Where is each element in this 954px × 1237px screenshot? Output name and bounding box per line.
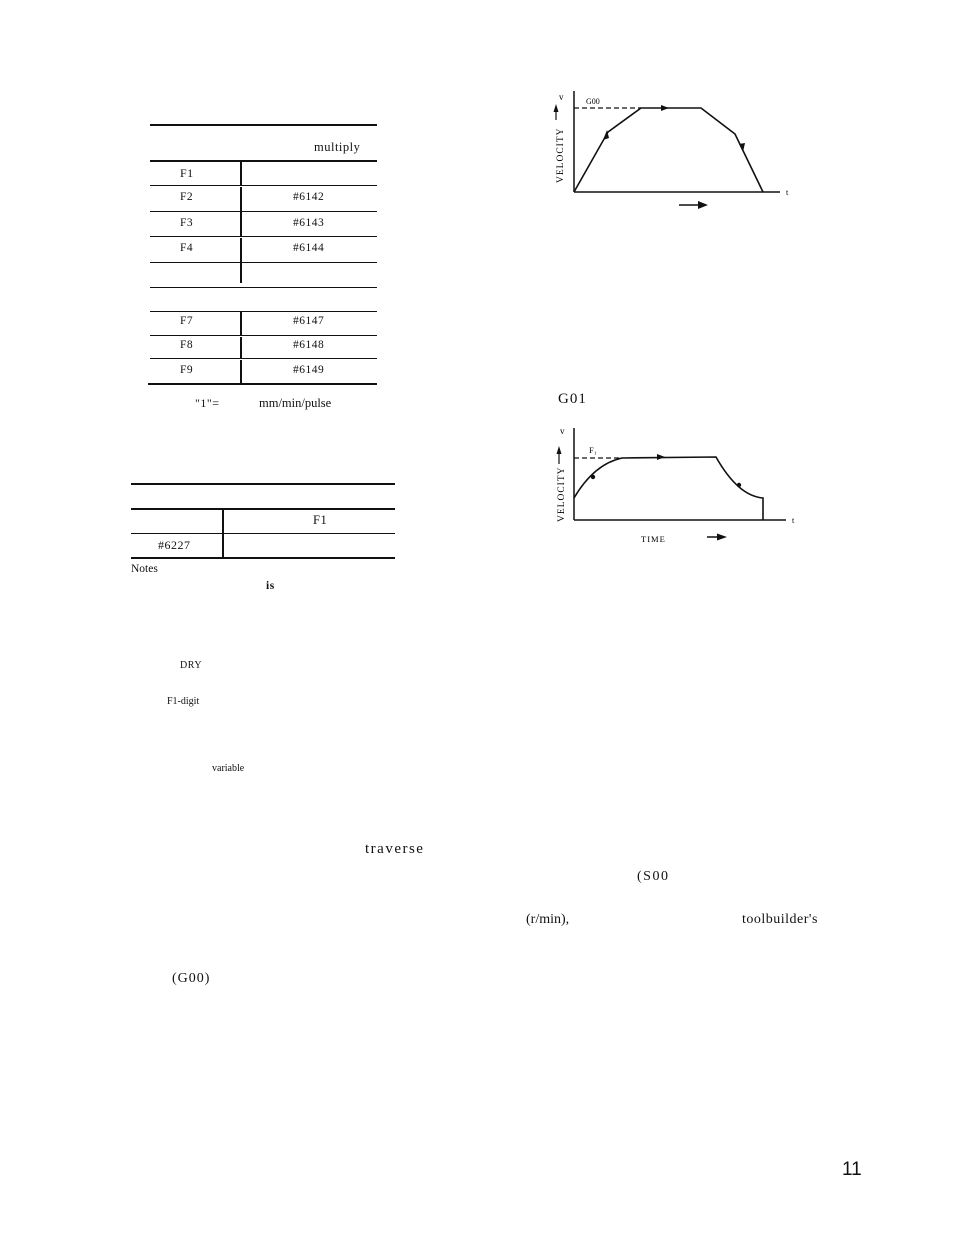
table-divider [240,187,242,211]
right-arrow-icon [717,534,727,541]
v-axis-letter: v [560,426,565,436]
text-variable: variable [212,763,245,774]
table-rule [150,262,377,263]
table-row-value: #6144 [293,242,325,254]
table-divider [240,312,242,336]
page-number: 11 [842,1159,862,1180]
table-rule [150,160,377,162]
table-divider [240,337,242,359]
velocity-axis-label: VELOCITY [557,466,567,522]
text-g00: (G00) [172,971,211,986]
table-row-label: F8 [180,339,194,351]
table-rule [150,335,377,336]
table-row-value: #6147 [293,315,325,327]
table-row-label: F1 [180,166,194,180]
curve-marker [737,483,741,487]
curve-arrow-icon [739,143,745,152]
table-footnote-unit: "1"= [195,396,220,410]
notes-is: is [266,580,275,592]
table-rule [131,508,395,510]
table-row-label: #6227 [158,538,191,552]
velocity-profile [574,457,763,520]
table-rule [150,185,377,186]
f1-label: F₁ [589,445,597,455]
table-rule [131,557,395,559]
table-rule [148,383,377,385]
table-row-value: #6148 [293,339,325,351]
curve-arrow-icon [661,105,669,111]
table-header-multiply: multiply [314,140,361,154]
table-divider [240,360,242,384]
table-row-value: #6143 [293,217,325,229]
text-traverse: traverse [365,841,425,857]
g01-title: G01 [558,391,587,407]
text-toolbuilders: toolbuilder's [742,912,818,927]
table-row-label: F7 [180,315,194,327]
table-divider [240,212,242,236]
table-rule [131,483,395,485]
table-divider [240,263,242,283]
table-rule [131,533,395,534]
text-f1-digit: F1-digit [167,696,200,707]
curve-marker [591,475,595,479]
table-row-label: F4 [180,242,194,254]
table-divider [240,161,242,185]
table-rule [150,287,377,288]
notes-label: Notes [131,563,158,575]
velocity-diagram-g01 [548,422,804,552]
velocity-axis-label: VELOCITY [556,127,566,183]
table-footnote-pulse: mm/min/pulse [259,396,332,410]
velocity-diagram-g00 [548,88,798,213]
text-s00: (S00 [637,869,670,884]
table-rule [150,211,377,212]
t-axis-letter: t [792,516,795,525]
v-axis-letter: v [559,92,564,102]
text-rmin: (r/min), [526,912,570,927]
curve-arrow-icon [657,454,665,460]
table-rule [150,311,377,312]
t-axis-letter: t [786,188,789,197]
table-rule [150,236,377,237]
table-row-label: F9 [180,364,194,376]
table-row-value: #6142 [293,191,325,203]
table-row-label: F3 [180,217,194,229]
table-rule [150,124,377,126]
text-dry: DRY [180,660,203,671]
table-row-value: #6149 [293,364,325,376]
time-label: TIME [641,534,666,544]
table-rule [150,358,377,359]
velocity-profile [574,108,763,192]
table-row-label: F2 [180,191,194,203]
g00-label: G00 [586,97,600,106]
table-header-f1: F1 [313,513,328,527]
table-divider [240,238,242,262]
right-arrow-icon [698,201,708,209]
